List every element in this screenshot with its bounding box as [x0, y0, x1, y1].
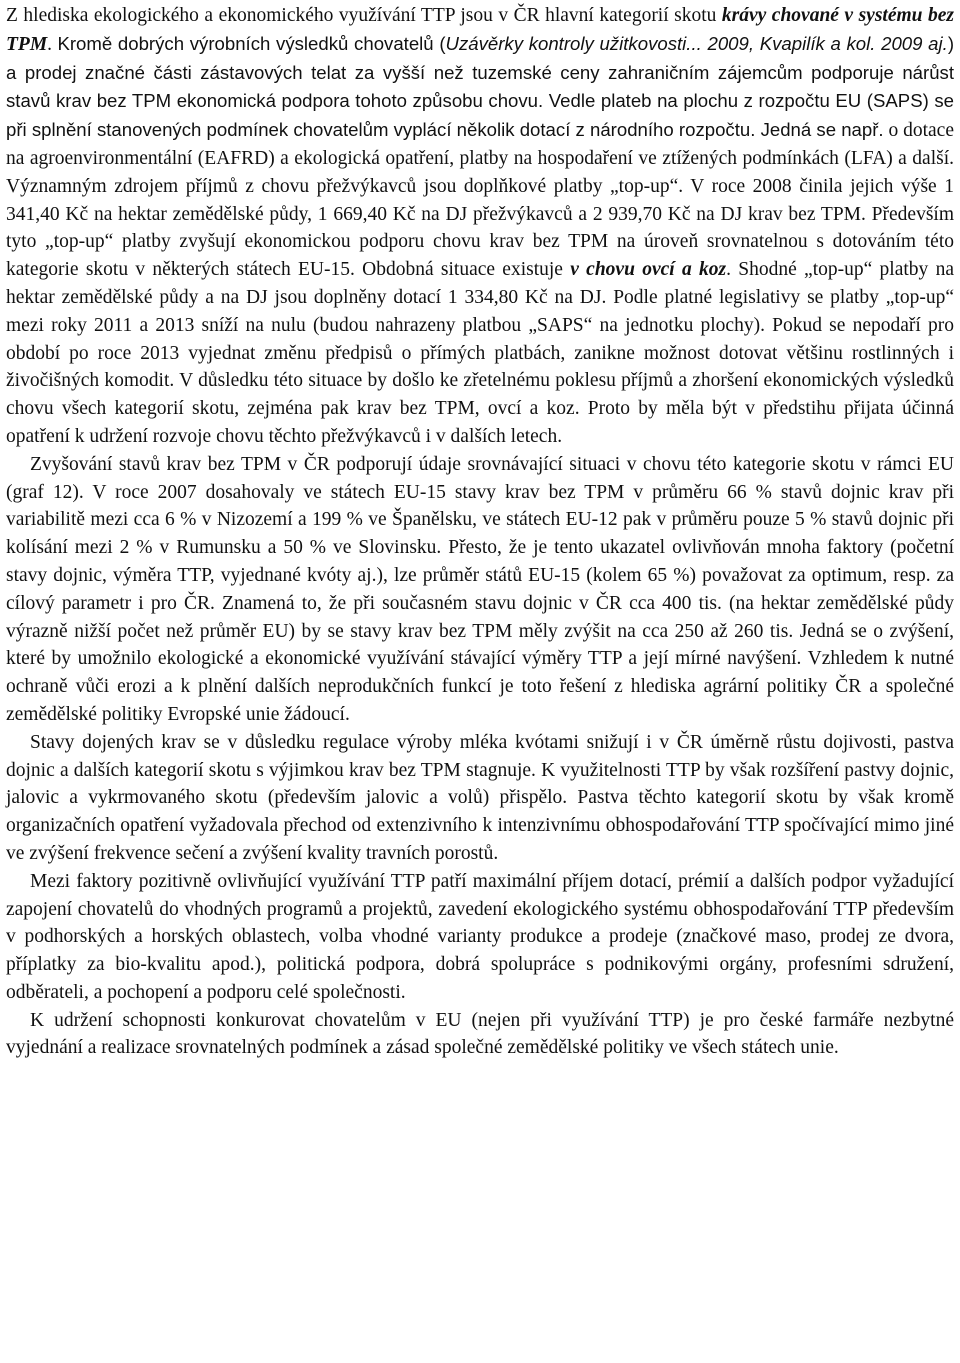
- text-segment: Kromě dobrých výrobních výsledků chovatelů (: [57, 32, 446, 54]
- paragraph-dairy-cows: [6, 729, 954, 868]
- paragraph-positive-factors: [6, 868, 954, 1007]
- emphasis-suckler-cows: krávy chované v systému bez TPM: [6, 5, 954, 55]
- paragraph-grassland-subsidies: [6, 2, 954, 451]
- text-segment: Mezi faktory pozitivně ovlivňující využívání TTP patří maximální příjem dotací, prémií a dalších podpor vyžadující zapojení chovatelů do vhodných programů a projektů, zavedení ekologického systému obhospodařování TTP především v podhorských a horských oblastech, volba vhodné varianty produkce a prodeje (značkové maso, prodej ze dvora, příplatky za bio-kvalitu apod.), politická podpora, dobrá spolupráce s podnikovými orgány, profesními sdružení, odběrateli, a pochopení a podporu celé společnosti.: [6, 870, 954, 1003]
- paragraph-competitiveness: [6, 1007, 954, 1063]
- text-segment: K udržení schopnosti konkurovat chovatelům v EU (nejen při využívání TTP) je pro české farmáře nezbytné vyjednání a realizace srovnatelných podmínek a zásad společné zemědělské politiky ve všech státech unie.: [6, 1009, 954, 1059]
- text-segment: Zvyšování stavů krav bez TPM v ČR podporují údaje srovnávající situaci v chovu této kategorie skotu v rámci EU (graf 12). V roce 2007 dosahovaly ve státech EU-15 stavy krav bez TPM v průměru 66 % stavů dojnic krav při variabilitě mezi cca 6 % v Nizozemí a 199 % ve Španělsku, ve státech EU-12 pak v průměru pouze 5 % stavů dojnic při kolísání mezi 2 % v Rumunsku a 50 % ve Slovinsku. Přesto, že je tento ukazatel ovlivňován mnoha faktory (početní stavy dojnic, výměra TTP, vyjednané kvóty aj.), lze průměr států EU-15 (kolem 65 %) považovat za optimum, resp. za cílový parametr i pro ČR. Znamená to, že při současném stavu dojnic v ČR cca 400 tis. (na hektar zemědělské půdy výrazně nižší počet než průměr EU) by se stavy krav bez TPM měly zvýšit na cca 250 až 260 tis. Jedná se o zvýšení, které by umožnilo ekologické a ekonomické využívání stávající výměry TTP a její mírné navýšení. Vzhledem k nutné ochraně vůči erozi a k plnění dalších neprodukčních funkcí je toto řešení z hlediska agrární politiky ČR a společné zemědělské politiky Evropské unie žádoucí.: [6, 453, 954, 725]
- text-segment: .: [47, 33, 58, 55]
- text-segment: Stavy dojených krav se v důsledku regulace výroby mléka kvótami snižují i v ČR úměrně růstu dojivosti, pastva dojnic a dalších kategorií skotu s výjimkou krav bez TPM stagnuje. K využitelnosti TTP by však rozšíření pastvy dojnic, jalovic a vykrmovaného skotu (především jalovic a volů) přispělo. Pastva těchto kategorií skotu by však kromě organizačních opatření vyžadovala přechod od extenzivního k intenzivnímu obhospodařování TTP spočívající mimo jiné ve zvýšení frekvence sečení a zvýšení kvality travních porostů.: [6, 731, 954, 864]
- paragraph-eu-comparison: [6, 451, 954, 729]
- text-segment: . Shodné „top-up“ platby na hektar zemědělské půdy a na DJ jsou doplněny dotací 1 334,80 Kč na DJ. Podle platné legislativy se platby „top-up“ mezi roky 2011 a 2013 sníží na nulu (budou nahrazeny platbou „SAPS“ na jednotku plochy). Pokud se nepodaří pro období po roce 2013 vyjednat změnu předpisů o přímých platbách, zanikne možnost dotovat většinu rostlinných i živočišných komodit. V důsledku této situace by došlo ke zřetelnému poklesu příjmů a zhoršení ekonomických výsledků chovu všech kategorií skotu, zejména pak krav bez TPM, ovcí a koz. Proto by měla být v předstihu přijata účinná opatření k udržení rozvoje chovu těchto přežvýkavců i v dalších letech.: [6, 259, 954, 447]
- text-segment: Z hlediska ekologického a ekonomického využívání TTP jsou v ČR hlavní kategorií skotu: [6, 5, 722, 26]
- text-segment: ) a prodej značné části zástavových telat za vyšší než tuzemské ceny zahraničním zájemcům podporuje nárůst stavů krav bez TPM ekonomická podpora tohoto způsobu chovu. Vedle plateb na plochu z rozpočtu EU (SAPS) se při splnění stanovených podmínek chovatelům vyplácí několik dotací z národního rozpočtu. Jedná se např.: [6, 32, 955, 141]
- citation: Uzávěrky kontroly užitkovosti... 2009, Kvapilík a kol. 2009 aj.: [445, 32, 948, 54]
- emphasis-sheep-goats: v chovu ovcí a koz: [570, 259, 727, 281]
- text-segment: o dotace na agroenvironmentální (EAFRD) a ekologická opatření, platby na hospodaření ve ztížených podmínkách (LFA) a další. Významným zdrojem příjmů z chovu přežvýkavců jsou doplňkové platby „top-up“. V roce 2008 činila jejich výše 1 341,40 Kč na hektar zemědělské půdy, 1 669,40 Kč na DJ přežvýkavců a 2 939,70 Kč na DJ krav bez TPM. Především tyto „top-up“ platby zvyšují ekonomickou podporu chovu krav bez TPM na úroveň srovnatelnou s dotováním této kategorie skotu v některých státech EU-15. Obdobná situace existuje: [6, 120, 954, 281]
